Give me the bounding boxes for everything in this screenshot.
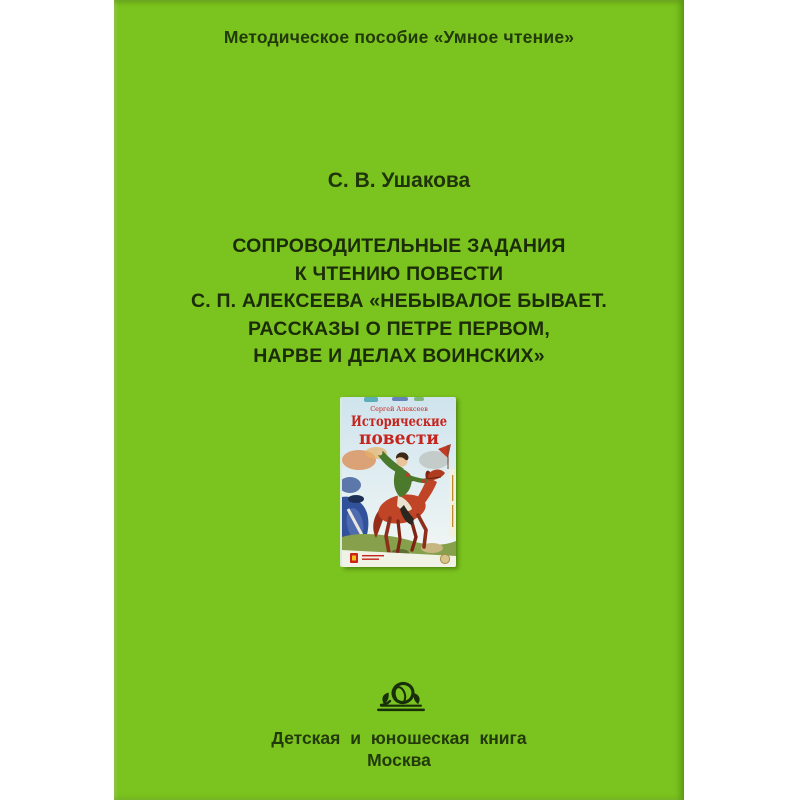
inner-book-author: Сергей Алексеев (370, 405, 428, 413)
author-name: С. В. Ушакова (327, 169, 471, 192)
publisher-name: Детская и юношеская книга (271, 728, 527, 748)
inner-publisher-shield-detail (352, 556, 356, 561)
title-block (114, 233, 684, 371)
coat-cuff (422, 479, 426, 483)
inner-book-title-line2: повести (359, 427, 439, 449)
coat-collar (406, 473, 410, 477)
decor-shape (414, 397, 424, 401)
title-line: НАРВЕ И ДЕЛАХ ВОИНСКИХ» (253, 345, 545, 367)
rider-hand (378, 451, 383, 456)
tiny-imprint-text (362, 559, 379, 560)
soldier-hat (348, 495, 364, 503)
title-line: К ЧТЕНИЮ ПОВЕСТИ (294, 262, 504, 285)
imprint-block (114, 727, 684, 771)
spine-text (452, 475, 453, 501)
logo-bar-bottom (377, 709, 425, 712)
tiny-imprint-text (362, 555, 384, 556)
decor-shape (364, 397, 378, 402)
horse-rider-illustration (342, 397, 456, 567)
title-line: СОПРОВОДИТЕЛЬНЫЕ ЗАДАНИЯ (232, 235, 566, 257)
city-name: Москва (367, 750, 431, 770)
spine-text (452, 505, 453, 527)
logo-leaf-right (414, 693, 420, 704)
series-note: Методическое пособие «Умное чтение» (223, 27, 575, 47)
title-line: РАССКАЗЫ О ПЕТРЕ ПЕРВОМ, (248, 317, 550, 340)
publisher-logo-icon (375, 679, 427, 713)
logo-bar-top (380, 705, 422, 707)
book-cover (114, 0, 684, 800)
inner-book-cover (342, 397, 456, 567)
title-line: С. П. АЛЕКСЕЕВА «НЕБЫВАЛОЕ БЫВАЕТ. (190, 290, 608, 312)
decor-shape (392, 397, 408, 401)
round-emblem (440, 554, 449, 563)
inner-book-title-line1: Исторические (351, 414, 447, 430)
